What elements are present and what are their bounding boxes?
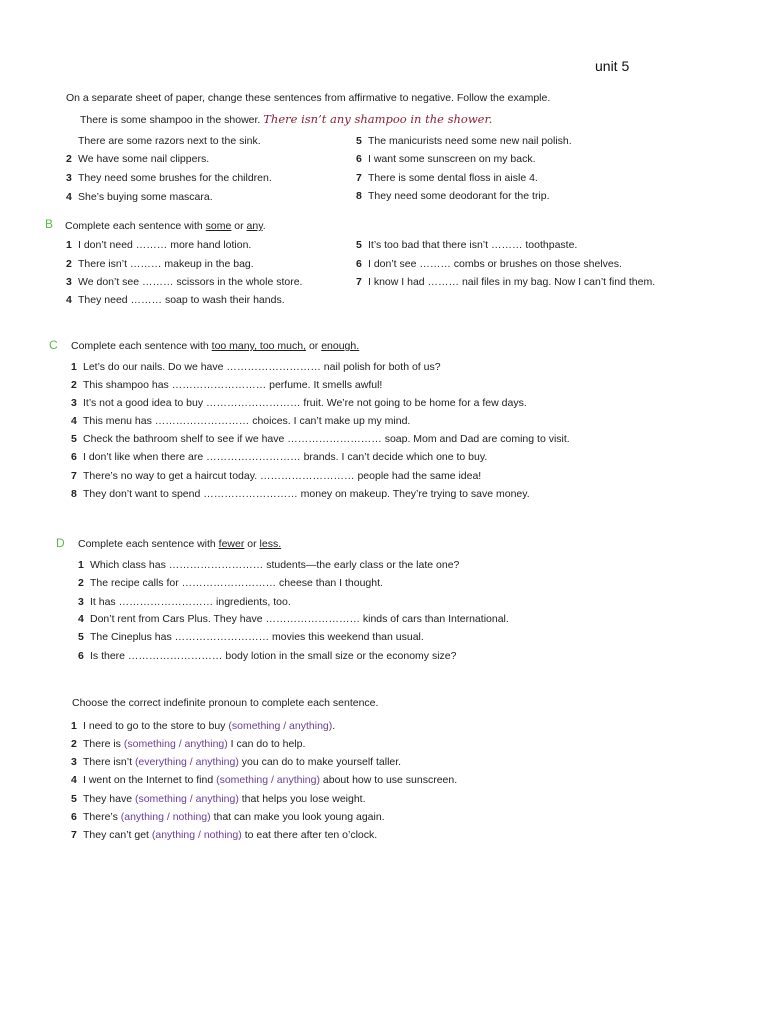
list-item: There are some razors next to the sink. [78, 135, 261, 147]
list-item: 4 This menu has ……………………… choices. I can’t make up my mind. [71, 415, 411, 427]
section-e-instruction: Choose the correct indefinite pronoun to complete each sentence. [72, 697, 379, 709]
list-item: 3 It’s not a good idea to buy ……………………… fruit. We’re not going to be home for a few days. [71, 397, 527, 409]
section-b-letter: B [45, 217, 54, 231]
list-item: 3 There isn’t (everything / anything) you can do to make yourself taller. [71, 756, 402, 768]
pronoun-choice: (everything / anything) [134, 756, 239, 768]
section-a-instruction: On a separate sheet of paper, change these sentences from affirmative to negative. Follow the example. [66, 92, 551, 104]
list-item: 3 It has ……………………… ingredients, too. [78, 596, 291, 608]
pronoun-choice: (something / anything) [216, 774, 320, 786]
list-item: 2 We have some nail clippers. [66, 153, 210, 165]
list-item: 1 I need to go to the store to buy (something / anything). [71, 720, 336, 732]
list-item: 1 I don’t need ……… more hand lotion. [66, 239, 252, 251]
section-d-letter: D [56, 536, 65, 550]
list-item: 1 Which class has ……………………… students—the early class or the late one? [78, 559, 460, 571]
list-item: 6 I want some sunscreen on my back. [356, 153, 536, 165]
section-a-example [80, 112, 492, 126]
list-item: 7 There is some dental floss in aisle 4. [356, 172, 538, 184]
list-item: 6 There’s (anything / nothing) that can make you look young again. [71, 811, 385, 823]
list-item: 4 She’s buying some mascara. [66, 191, 213, 203]
pronoun-choice: (something / anything) [134, 793, 239, 805]
section-b-instruction: Complete each sentence with some or any. [65, 220, 266, 232]
list-item: 1 Let’s do our nails. Do we have ……………………… nail polish for both of us? [71, 361, 441, 373]
list-item: 7 I know I had ……… nail files in my bag. Now I can’t find them. [356, 276, 656, 288]
list-item: 8 They don’t want to spend ……………………… money on makeup. They’re trying to save money. [71, 488, 530, 500]
list-item: 2 There isn’t ……… makeup in the bag. [66, 258, 254, 270]
section-c-instruction: Complete each sentence with too many, too much, or enough. [71, 340, 360, 352]
list-item: 6 I don’t like when there are ……………………… brands. I can’t decide which one to buy. [71, 451, 488, 463]
list-item: 4 Don’t rent from Cars Plus. They have ……………………… kinds of cars than International. [78, 613, 509, 625]
example-answer: There isn’t any shampoo in the shower. [263, 112, 493, 126]
list-item: 5 It’s too bad that there isn’t ……… toothpaste. [356, 239, 578, 251]
pronoun-choice: (anything / nothing) [151, 829, 242, 841]
list-item: 2 This shampoo has ……………………… perfume. It smells awful! [71, 379, 383, 391]
pronoun-choice: (something / anything) [123, 738, 228, 750]
pronoun-choice: (something / anything) [228, 720, 333, 732]
list-item: 4 They need ……… soap to wash their hands. [66, 294, 285, 306]
list-item: 7 There’s no way to get a haircut today. ……………………… people had the same idea! [71, 470, 482, 482]
list-item: 5 Check the bathroom shelf to see if we have ……………………… soap. Mom and Dad are coming to visit. [71, 433, 570, 445]
list-item: 5 They have (something / anything) that helps you lose weight. [71, 793, 366, 805]
example-sentence: There is some shampoo in the shower. [80, 114, 261, 126]
list-item: 2 There is (something / anything) I can do to help. [71, 738, 306, 750]
list-item: 8 They need some deodorant for the trip. [356, 190, 550, 202]
list-item: 7 They can’t get (anything / nothing) to eat there after ten o’clock. [71, 829, 378, 841]
list-item: 6 Is there ……………………… body lotion in the small size or the economy size? [78, 650, 457, 662]
list-item: 3 They need some brushes for the children. [66, 172, 272, 184]
section-d-instruction: Complete each sentence with fewer or less. [78, 538, 282, 550]
pronoun-choice: (anything / nothing) [120, 811, 211, 823]
list-item: 6 I don’t see ……… combs or brushes on those shelves. [356, 258, 622, 270]
list-item: 5 The Cineplus has ……………………… movies this weekend than usual. [78, 631, 424, 643]
list-item: 3 We don’t see ……… scissors in the whole store. [66, 276, 303, 288]
section-c-letter: C [49, 338, 58, 352]
list-item: 5 The manicurists need some new nail polish. [356, 135, 572, 147]
list-item: 4 I went on the Internet to find (something / anything) about how to use sunscreen. [71, 774, 458, 786]
unit-label: unit 5 [595, 58, 630, 74]
list-item: 2 The recipe calls for ……………………… cheese than I thought. [78, 577, 383, 589]
